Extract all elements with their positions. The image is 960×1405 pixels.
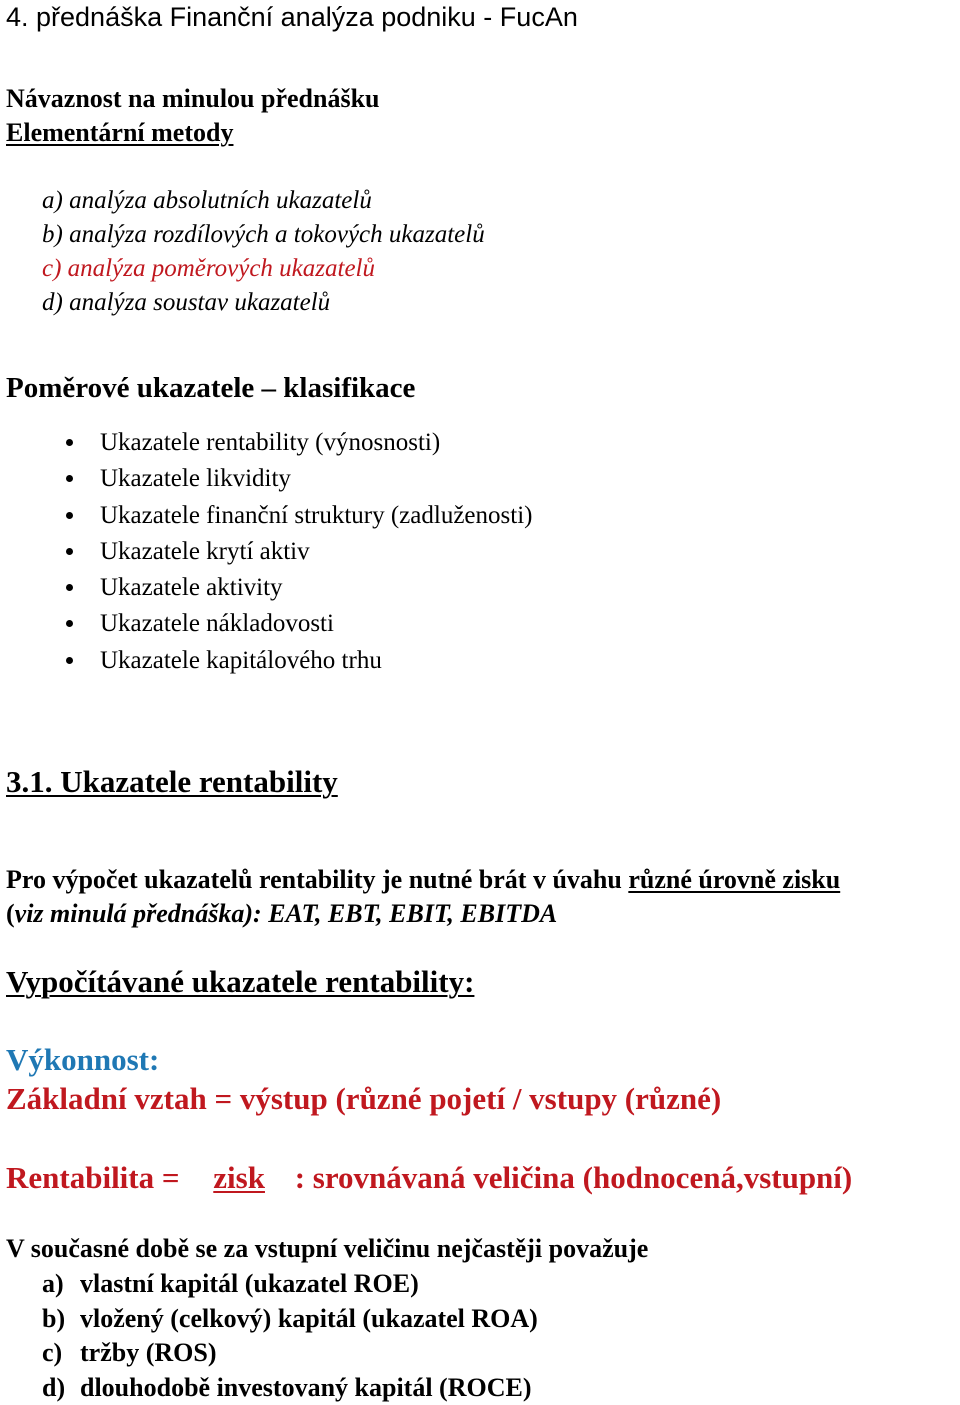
para-paren: (: [6, 899, 15, 928]
vypocitavane-heading: Vypočítávané ukazatele rentability:: [6, 964, 474, 1000]
method-item-a: a) analýza absolutních ukazatelů: [42, 184, 485, 218]
rentabilita-rest: : srovnávaná veličina (hodnocená,vstupní): [295, 1160, 853, 1195]
rentability-paragraph: [6, 863, 840, 931]
list-item: Ukazatele finanční struktury (zadluženosti): [100, 498, 532, 534]
list-item: d) dlouhodobě investovaný kapitál (ROCE): [42, 1371, 538, 1405]
list-item: Ukazatele krytí aktiv: [100, 534, 532, 570]
para-text: Pro výpočet ukazatelů rentability je nutné brát v úvahu: [6, 865, 628, 894]
vykonnost-label: Výkonnost:: [6, 1042, 159, 1078]
list-item: Ukazatele aktivity: [100, 570, 532, 606]
list-item: b) vložený (celkový) kapitál (ukazatel ROA): [42, 1302, 538, 1337]
rentabilita-formula: [6, 1160, 852, 1196]
method-item-c: c) analýza poměrových ukazatelů: [42, 252, 485, 286]
list-item: a) vlastní kapitál (ukazatel ROE): [42, 1267, 538, 1302]
soucasne-text: V současné době se za vstupní veličinu nejčastěji považuje: [6, 1232, 648, 1267]
list-item: c) tržby (ROS): [42, 1336, 538, 1371]
klasifikace-heading: Poměrové ukazatele – klasifikace: [6, 372, 415, 405]
navaznost-heading: Návaznost na minulou přednášku: [6, 84, 380, 114]
method-item-d: d) analýza soustav ukazatelů: [42, 286, 485, 320]
section-heading: 3.1. Ukazatele rentability: [6, 764, 338, 800]
elementarni-heading: Elementární metody: [6, 118, 233, 148]
klasifikace-list: [100, 425, 532, 679]
zakladni-vztah: Základní vztah = výstup (různé pojetí / vstupy (různé): [6, 1081, 721, 1117]
para-rest: ): EAT, EBT, EBIT, EBITDA: [244, 899, 557, 928]
rentabilita-label: Rentabilita =: [6, 1160, 180, 1195]
para-underlined: různé úrovně zisku: [628, 865, 840, 894]
list-item: Ukazatele kapitálového trhu: [100, 643, 532, 679]
methods-list: [42, 184, 485, 320]
method-item-b: b) analýza rozdílových a tokových ukazatelů: [42, 218, 485, 252]
para-italic: viz minulá přednáška: [15, 899, 245, 928]
list-item: Ukazatele likvidity: [100, 461, 532, 497]
zisk-underlined: zisk: [213, 1160, 265, 1195]
inputs-list: [42, 1267, 538, 1405]
page-title: 4. přednáška Finanční analýza podniku - FucAn: [6, 2, 578, 33]
list-item: Ukazatele nákladovosti: [100, 606, 532, 642]
list-item: Ukazatele rentability (výnosnosti): [100, 425, 532, 461]
